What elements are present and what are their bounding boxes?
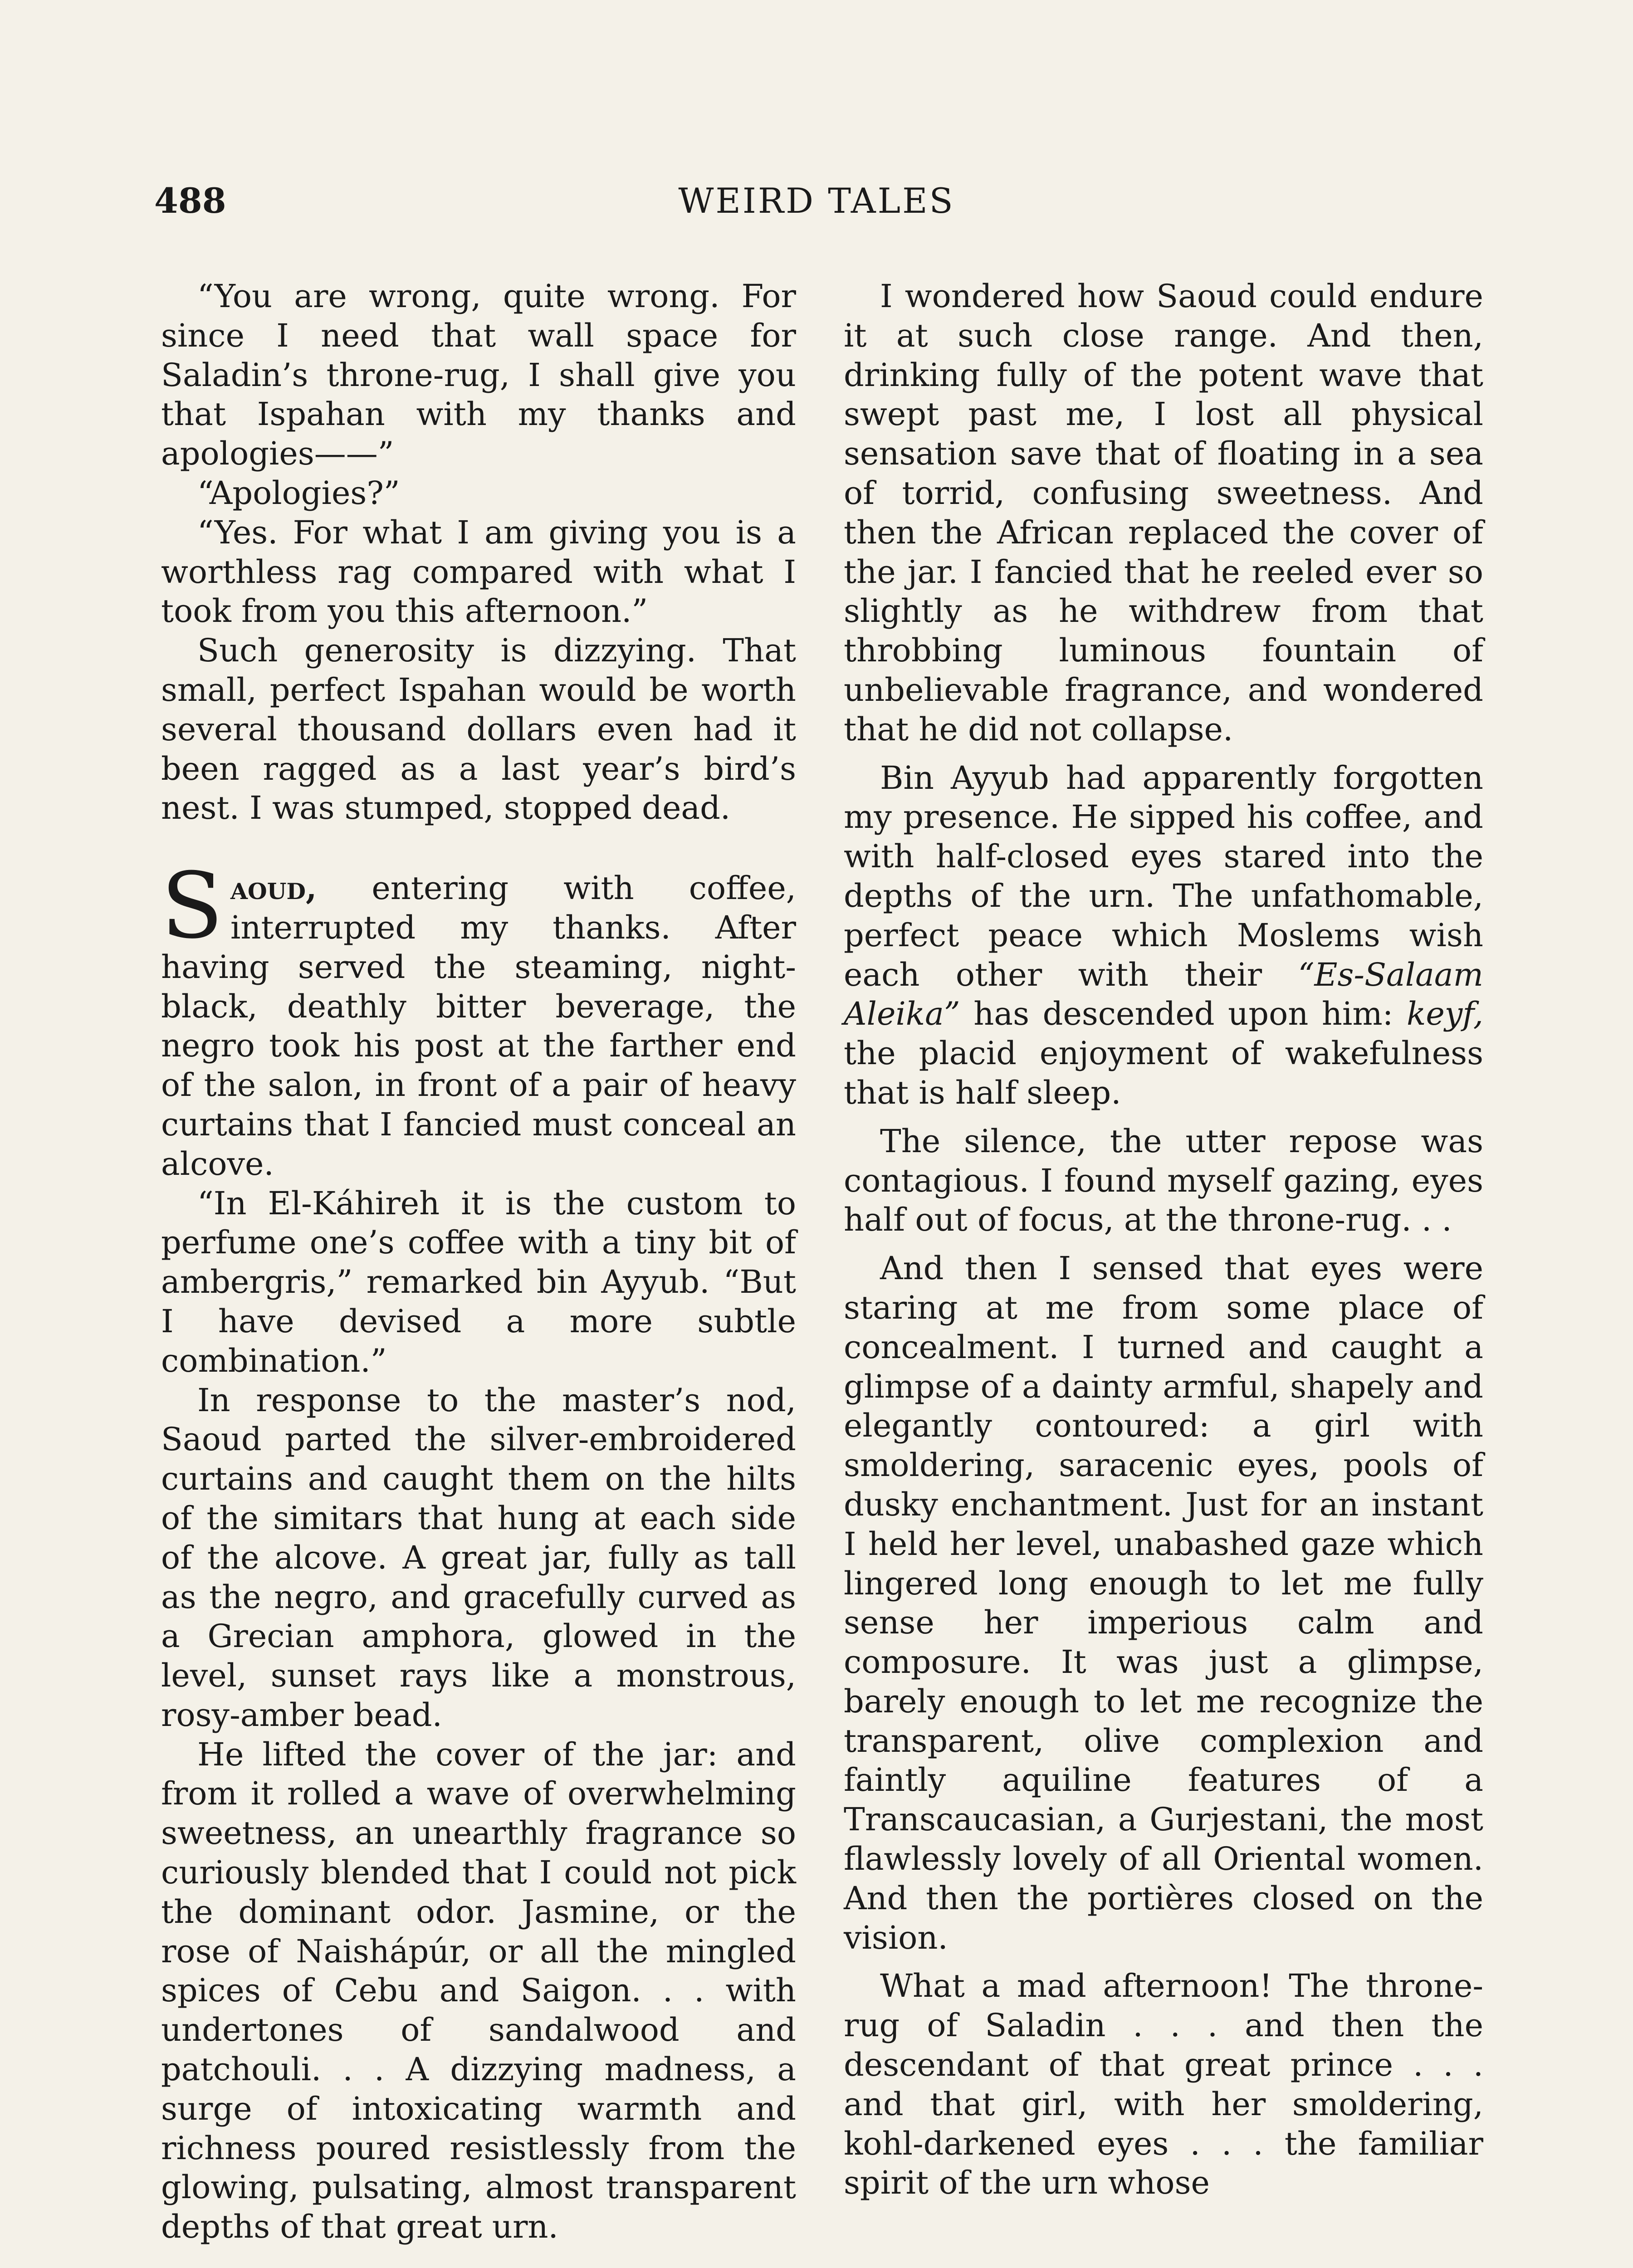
paragraph bbox=[844, 758, 1483, 1113]
paragraph-text: has descended upon him: bbox=[960, 995, 1407, 1033]
left-column bbox=[161, 277, 796, 2247]
italic-phrase: “Es-Salaam Aleika” bbox=[844, 956, 1483, 1033]
paragraph: “Yes. For what I am giving you is a worthless rag compared with what I took from you this afternoon.” bbox=[161, 513, 796, 630]
right-column bbox=[844, 277, 1483, 2203]
paragraph: What a mad afternoon! The throne-rug of Saladin . . . and then the descendant of that great prince . . . and that girl, with her smoldering, kohl-darkened eyes . . . the familiar spirit of the urn whose bbox=[844, 1967, 1483, 2202]
paragraph: In response to the master’s nod, Saoud parted the silver-embroidered curtains and caught them on the hilts of the simitars that hung at each side of the alcove. A great jar, fully as tall as the negro, and gracefully curved as a Grecian amphora, glowed in the level, sunset rays like a monstrous, rosy-amber bead. bbox=[161, 1381, 796, 1734]
paragraph: The silence, the utter repose was contagious. I found myself gazing, eyes half out of focus, at the throne-rug. . . bbox=[844, 1122, 1483, 1239]
paragraph: And then I sensed that eyes were staring at me from some place of concealment. I turned and caught a glimpse of a dainty armful, shapely and elegantly contoured: a girl with smoldering, saracenic eyes, pools of dusky enchantment. Just for an instant I held her level, unabashed gaze which lingered long enough to let me fully sense her imperious calm and composure. It was just a glimpse, barely enough to let me recognize the transparent, olive complexion and faintly aquiline features of a Transcaucasian, a Gurjestani, the most flawlessly lovely of all Oriental women. And then the portières closed on the vision. bbox=[844, 1250, 1483, 1956]
page-number: 488 bbox=[154, 181, 226, 221]
paragraph-text: the placid enjoyment of wakefulness that is half sleep. bbox=[844, 1035, 1483, 1111]
paragraph-text: Bin Ayyub had apparently forgotten my presence. He sipped his coffee, and with half-closed eyes stared into the depths of the urn. The unfathomable, perfect peace which Moslems wish each other with their bbox=[844, 759, 1483, 993]
paragraph: “You are wrong, quite wrong. For since I need that wall space for Saladin’s throne-rug, I shall give you that Ispahan with my thanks and apologies——” bbox=[161, 278, 796, 473]
paragraph: “Apologies?” bbox=[197, 474, 400, 512]
section-start-paragraph bbox=[161, 853, 796, 1183]
paragraph: I wondered how Saoud could endure it at such close range. And then, drinking fully of the potent wave that swept past me, I lost all physical sensation save that of floating in a sea of torrid, confusing sweetness. And then the African replaced the cover of the jar. I fancied that he reeled ever so slightly as he withdrew from that throbbing luminous fountain of unbelievable fragrance, and wondered that he did not collapse. bbox=[844, 278, 1483, 748]
paragraph: He lifted the cover of the jar: and from it rolled a wave of overwhelming sweetness, an unearthly fragrance so curiously blended that I could not pick the dominant odor. Jasmine, or the rose of Naishápúr, or all the mingled spices of Cebu and Saigon. . . with undertones of sandalwood and patchouli. . . A dizzying madness, a surge of intoxicating warmth and richness poured resistlessly from the glowing, pulsating, almost transparent depths of that great urn. bbox=[161, 1735, 796, 2246]
paragraph: Such generosity is dizzying. That small, perfect Ispahan would be worth several thousand dollars even had it been ragged as a last year’s bird’s nest. I was stumped, stopped dead. bbox=[161, 632, 796, 827]
drop-cap: S bbox=[161, 853, 224, 959]
italic-word: keyf, bbox=[1406, 995, 1483, 1033]
small-caps-lead: aoud, bbox=[230, 869, 317, 907]
paragraph: “In El-Káhireh it is the custom to perfume one’s coffee with a tiny bit of ambergris,” remarked bin Ayyub. “But I have devised a more subtle combination.” bbox=[161, 1184, 796, 1379]
running-head: WEIRD TALES bbox=[678, 181, 955, 221]
paragraph-text: entering with coffee, interrupted my thanks. After having served the steaming, night-black, deathly bitter beverage, the negro took his post at the farther end of the salon, in front of a pair of heavy curtains that I fancied must conceal an alcove. bbox=[161, 870, 796, 1183]
